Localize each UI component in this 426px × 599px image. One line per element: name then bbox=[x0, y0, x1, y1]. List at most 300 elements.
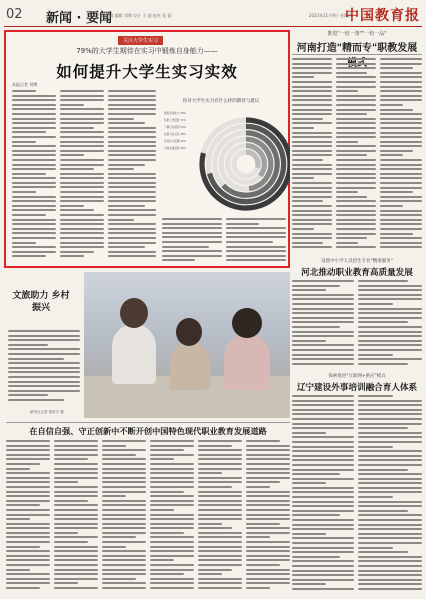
text-line bbox=[108, 251, 156, 253]
text-line bbox=[358, 505, 422, 507]
text-line bbox=[150, 454, 194, 456]
text-line bbox=[12, 136, 56, 138]
text-line bbox=[292, 81, 332, 83]
text-line bbox=[292, 141, 332, 143]
text-line bbox=[292, 519, 354, 521]
text-line bbox=[358, 482, 422, 484]
text-line bbox=[8, 367, 80, 369]
text-line bbox=[102, 495, 126, 497]
text-line bbox=[226, 246, 286, 248]
text-line bbox=[108, 150, 156, 152]
text-line bbox=[336, 219, 376, 221]
text-line bbox=[150, 481, 194, 483]
text-line bbox=[358, 501, 422, 503]
text-line bbox=[6, 463, 40, 465]
text-line bbox=[198, 541, 242, 543]
text-line bbox=[12, 219, 56, 221]
legend-item: 积累工作经验 71% bbox=[164, 119, 187, 122]
text-line bbox=[198, 509, 242, 511]
article-kicker: 79%的大学生期待在实习中锻炼自身能力—— bbox=[76, 47, 218, 55]
text-line bbox=[380, 200, 422, 202]
text-line bbox=[54, 468, 98, 470]
text-line bbox=[358, 349, 422, 351]
text-line bbox=[162, 218, 222, 220]
text-line bbox=[108, 200, 156, 202]
text-line bbox=[198, 523, 222, 525]
text-line bbox=[292, 418, 354, 420]
text-line bbox=[336, 58, 376, 60]
text-column-4 bbox=[162, 218, 222, 264]
text-line bbox=[198, 532, 242, 534]
text-line bbox=[6, 468, 30, 470]
text-line bbox=[102, 541, 146, 543]
text-line bbox=[358, 583, 422, 585]
text-line bbox=[292, 99, 332, 101]
text-line bbox=[150, 491, 184, 493]
text-line bbox=[292, 145, 332, 147]
text-line bbox=[380, 219, 422, 221]
text-line bbox=[108, 131, 156, 133]
text-line bbox=[102, 472, 146, 474]
text-line bbox=[150, 458, 174, 460]
text-line bbox=[246, 468, 290, 470]
text-line bbox=[6, 491, 50, 493]
text-line bbox=[60, 214, 104, 216]
text-line bbox=[54, 509, 98, 511]
text-line bbox=[12, 122, 56, 124]
text-line bbox=[380, 67, 413, 69]
text-line bbox=[12, 182, 56, 184]
text-line bbox=[6, 458, 50, 460]
text-line bbox=[102, 458, 146, 460]
text-line bbox=[6, 514, 50, 516]
text-line bbox=[336, 145, 376, 147]
text-line bbox=[380, 242, 422, 244]
text-line bbox=[198, 573, 222, 575]
text-line bbox=[12, 118, 56, 120]
legend-item: 获得实习报酬 36% bbox=[164, 140, 187, 143]
text-line bbox=[108, 168, 134, 170]
right-headline[interactable]: 河南打造"精而专"职教发展 bbox=[296, 43, 418, 54]
text-line bbox=[108, 113, 156, 115]
text-line bbox=[8, 399, 64, 401]
text-line bbox=[292, 551, 354, 553]
text-line bbox=[246, 569, 290, 571]
text-line bbox=[102, 532, 146, 534]
story2-headline[interactable]: 河北推动职业教育高质量发展 bbox=[301, 268, 413, 278]
text-line bbox=[358, 533, 422, 535]
text-line bbox=[150, 527, 194, 529]
text-line bbox=[54, 564, 98, 566]
text-line bbox=[6, 445, 50, 447]
text-line bbox=[162, 241, 222, 243]
text-line bbox=[292, 524, 354, 526]
text-line bbox=[246, 546, 290, 548]
text-line bbox=[102, 454, 136, 456]
text-line bbox=[292, 233, 332, 235]
text-line bbox=[198, 449, 242, 451]
text-line bbox=[198, 550, 242, 552]
text-line bbox=[102, 445, 126, 447]
text-line bbox=[292, 547, 354, 549]
text-line bbox=[246, 477, 290, 479]
text-line bbox=[292, 177, 314, 179]
text-line bbox=[358, 551, 408, 553]
text-line bbox=[336, 72, 367, 74]
photo-story-title[interactable]: 文旅助力 乡村振兴 bbox=[12, 291, 70, 313]
text-line bbox=[292, 182, 332, 184]
text-line bbox=[12, 237, 56, 239]
text-line bbox=[198, 463, 242, 465]
text-line bbox=[198, 500, 242, 502]
text-line bbox=[54, 495, 98, 497]
text-line bbox=[12, 200, 56, 202]
text-line bbox=[358, 321, 408, 323]
text-line bbox=[150, 463, 194, 465]
story3-headline[interactable]: 辽宁建设外事培训融合育人体系 bbox=[296, 383, 418, 393]
text-line bbox=[246, 449, 290, 451]
text-line bbox=[6, 518, 30, 520]
text-line bbox=[12, 104, 56, 106]
text-line bbox=[108, 177, 156, 179]
feature-article-highlighted[interactable] bbox=[4, 30, 290, 268]
radial-bar-chart bbox=[162, 98, 290, 216]
text-line bbox=[8, 344, 48, 346]
text-line bbox=[150, 564, 194, 566]
photo-figure bbox=[120, 298, 148, 328]
text-line bbox=[226, 218, 286, 220]
text-line bbox=[292, 95, 332, 97]
text-line bbox=[358, 496, 393, 498]
story3-text-1 bbox=[292, 395, 354, 595]
text-line bbox=[336, 90, 358, 92]
text-line bbox=[336, 122, 376, 124]
text-line bbox=[198, 472, 222, 474]
text-line bbox=[54, 463, 98, 465]
right-kicker: 推进"一校一策""一校一品" bbox=[327, 31, 387, 37]
text-line bbox=[54, 481, 78, 483]
text-line bbox=[102, 481, 146, 483]
text-line bbox=[12, 246, 56, 248]
text-line bbox=[54, 500, 88, 502]
text-line bbox=[358, 446, 393, 448]
text-line bbox=[292, 237, 332, 239]
text-line bbox=[54, 440, 98, 442]
text-line bbox=[292, 132, 332, 134]
text-line bbox=[336, 136, 376, 138]
text-line bbox=[6, 481, 50, 483]
text-line bbox=[54, 559, 98, 561]
text-line bbox=[292, 168, 332, 170]
text-line bbox=[102, 536, 136, 538]
text-line bbox=[198, 564, 242, 566]
text-line bbox=[150, 477, 194, 479]
text-line bbox=[292, 588, 354, 590]
text-line bbox=[292, 423, 354, 425]
text-line bbox=[102, 449, 146, 451]
text-line bbox=[358, 464, 422, 466]
text-line bbox=[358, 459, 422, 461]
right-text-1 bbox=[292, 58, 332, 254]
text-line bbox=[292, 127, 314, 129]
text-line bbox=[8, 394, 48, 396]
text-line bbox=[54, 582, 78, 584]
text-line bbox=[246, 454, 290, 456]
text-line bbox=[336, 109, 376, 111]
text-line bbox=[292, 317, 354, 319]
text-line bbox=[292, 303, 354, 305]
text-line bbox=[12, 131, 46, 133]
text-column-5 bbox=[226, 218, 286, 264]
text-line bbox=[8, 330, 80, 332]
text-line bbox=[358, 560, 422, 562]
text-line bbox=[198, 582, 242, 584]
text-line bbox=[246, 481, 280, 483]
text-line bbox=[60, 191, 104, 193]
text-line bbox=[358, 574, 422, 576]
text-line bbox=[292, 228, 314, 230]
text-line bbox=[292, 395, 354, 397]
text-line bbox=[150, 541, 194, 543]
text-line bbox=[54, 527, 98, 529]
text-line bbox=[60, 150, 104, 152]
text-line bbox=[108, 196, 156, 198]
legend-item: 锻炼自身能力 79% bbox=[164, 112, 187, 115]
text-line bbox=[198, 559, 242, 561]
text-line bbox=[8, 358, 64, 360]
text-line bbox=[380, 99, 422, 101]
text-line bbox=[198, 504, 242, 506]
photo-figure bbox=[176, 318, 202, 346]
text-line bbox=[380, 127, 422, 129]
text-line bbox=[380, 104, 403, 106]
text-line bbox=[292, 154, 332, 156]
text-line bbox=[292, 556, 340, 558]
text-line bbox=[380, 118, 422, 120]
text-line bbox=[60, 127, 94, 129]
text-column-1 bbox=[12, 90, 56, 262]
text-line bbox=[102, 587, 146, 589]
text-line bbox=[358, 363, 408, 365]
text-line bbox=[380, 122, 422, 124]
text-line bbox=[6, 573, 50, 575]
text-line bbox=[150, 495, 194, 497]
text-line bbox=[292, 280, 354, 282]
text-line bbox=[292, 432, 326, 434]
text-line bbox=[380, 145, 422, 147]
text-line bbox=[380, 237, 422, 239]
text-line bbox=[336, 104, 376, 106]
text-line bbox=[336, 200, 376, 202]
text-line bbox=[292, 579, 354, 581]
text-line bbox=[292, 159, 323, 161]
text-line bbox=[102, 514, 146, 516]
text-line bbox=[380, 76, 422, 78]
text-line bbox=[6, 587, 40, 589]
text-line bbox=[198, 481, 242, 483]
topic-tag: 关注大学生实习 bbox=[118, 36, 163, 45]
text-line bbox=[60, 136, 104, 138]
text-line bbox=[292, 164, 332, 166]
text-line bbox=[12, 251, 56, 253]
text-line bbox=[60, 164, 104, 166]
text-line bbox=[292, 200, 323, 202]
text-line bbox=[292, 501, 354, 503]
text-line bbox=[54, 458, 88, 460]
text-line bbox=[54, 449, 98, 451]
text-line bbox=[108, 90, 156, 92]
text-line bbox=[60, 182, 104, 184]
text-line bbox=[246, 564, 280, 566]
text-line bbox=[60, 219, 104, 221]
text-line bbox=[60, 200, 104, 202]
text-line bbox=[6, 532, 50, 534]
text-line bbox=[102, 440, 146, 442]
text-line bbox=[60, 95, 104, 97]
text-line bbox=[198, 578, 242, 580]
text-line bbox=[12, 255, 46, 257]
text-line bbox=[8, 335, 80, 337]
text-line bbox=[336, 99, 376, 101]
caption-text bbox=[8, 330, 80, 406]
text-line bbox=[108, 108, 156, 110]
section-number: 02 bbox=[6, 7, 23, 22]
text-line bbox=[358, 436, 422, 438]
text-line bbox=[292, 363, 354, 365]
news-photo[interactable] bbox=[84, 272, 290, 418]
text-line bbox=[108, 205, 145, 207]
text-line bbox=[60, 168, 94, 170]
radial-bar-6 bbox=[246, 152, 258, 168]
divider bbox=[292, 54, 422, 55]
text-line bbox=[336, 191, 358, 193]
text-line bbox=[292, 335, 354, 337]
text-line bbox=[12, 232, 56, 234]
text-line bbox=[336, 196, 367, 198]
text-line bbox=[108, 159, 156, 161]
text-line bbox=[12, 196, 56, 198]
text-line bbox=[246, 578, 290, 580]
text-line bbox=[12, 154, 56, 156]
text-line bbox=[6, 440, 50, 442]
text-line bbox=[358, 537, 422, 539]
text-line bbox=[358, 570, 422, 572]
text-line bbox=[292, 109, 332, 111]
text-line bbox=[246, 550, 290, 552]
text-line bbox=[336, 118, 376, 120]
text-line bbox=[102, 518, 146, 520]
text-line bbox=[358, 519, 422, 521]
text-line bbox=[292, 113, 332, 115]
text-line bbox=[292, 122, 332, 124]
text-line bbox=[226, 232, 286, 234]
radial-bars bbox=[162, 98, 290, 216]
text-line bbox=[358, 579, 422, 581]
text-line bbox=[150, 555, 194, 557]
text-line bbox=[12, 186, 56, 188]
text-line bbox=[198, 514, 242, 516]
text-line bbox=[336, 233, 376, 235]
text-line bbox=[292, 441, 354, 443]
text-line bbox=[380, 214, 422, 216]
text-line bbox=[358, 524, 422, 526]
text-line bbox=[198, 445, 232, 447]
text-line bbox=[162, 223, 222, 225]
divider bbox=[6, 422, 290, 423]
text-line bbox=[6, 546, 40, 548]
text-line bbox=[108, 136, 156, 138]
text-line bbox=[108, 219, 134, 221]
section-name: 新闻 · 要闻 bbox=[46, 11, 112, 26]
text-line bbox=[358, 344, 422, 346]
text-line bbox=[292, 191, 332, 193]
bottom-text-1 bbox=[6, 440, 50, 594]
text-line bbox=[60, 154, 84, 156]
text-line bbox=[336, 177, 376, 179]
text-line bbox=[336, 205, 376, 207]
text-line bbox=[102, 555, 146, 557]
text-line bbox=[226, 259, 286, 261]
article-headline[interactable]: 如何提升大学生实习实效 bbox=[56, 62, 238, 81]
text-line bbox=[358, 423, 422, 425]
text-line bbox=[246, 509, 290, 511]
text-line bbox=[60, 108, 104, 110]
text-line bbox=[380, 177, 422, 179]
text-line bbox=[12, 99, 56, 101]
text-line bbox=[292, 358, 354, 360]
text-line bbox=[380, 191, 413, 193]
text-line bbox=[358, 510, 408, 512]
text-line bbox=[292, 505, 354, 507]
text-line bbox=[246, 523, 280, 525]
text-line bbox=[292, 136, 332, 138]
text-line bbox=[358, 294, 422, 296]
text-line bbox=[226, 255, 286, 257]
text-line bbox=[358, 487, 422, 489]
text-line bbox=[380, 196, 422, 198]
text-line bbox=[358, 298, 422, 300]
text-line bbox=[6, 578, 50, 580]
text-line bbox=[198, 536, 242, 538]
text-line bbox=[54, 550, 98, 552]
text-line bbox=[12, 214, 46, 216]
text-line bbox=[6, 500, 50, 502]
text-column-3 bbox=[108, 90, 156, 262]
text-line bbox=[336, 113, 367, 115]
text-line bbox=[336, 67, 376, 69]
text-line bbox=[150, 582, 194, 584]
text-line bbox=[246, 541, 290, 543]
bottom-headline[interactable]: 在自信自强、守正创新中不断开创中国特色现代职业教育发展道路 bbox=[29, 426, 267, 436]
text-line bbox=[60, 237, 104, 239]
text-line bbox=[336, 242, 358, 244]
text-line bbox=[292, 67, 332, 69]
text-line bbox=[292, 298, 354, 300]
text-line bbox=[358, 478, 422, 480]
text-line bbox=[60, 251, 94, 253]
text-line bbox=[150, 523, 194, 525]
text-line bbox=[358, 354, 393, 356]
right-text-2 bbox=[336, 58, 376, 254]
text-line bbox=[246, 582, 290, 584]
text-line bbox=[12, 173, 46, 175]
text-line bbox=[292, 478, 354, 480]
chart-title: 你对大学生实习有什么样的期待与建议 bbox=[182, 99, 260, 104]
text-line bbox=[12, 145, 56, 147]
text-line bbox=[60, 232, 104, 234]
text-line bbox=[380, 141, 422, 143]
text-line bbox=[198, 491, 242, 493]
